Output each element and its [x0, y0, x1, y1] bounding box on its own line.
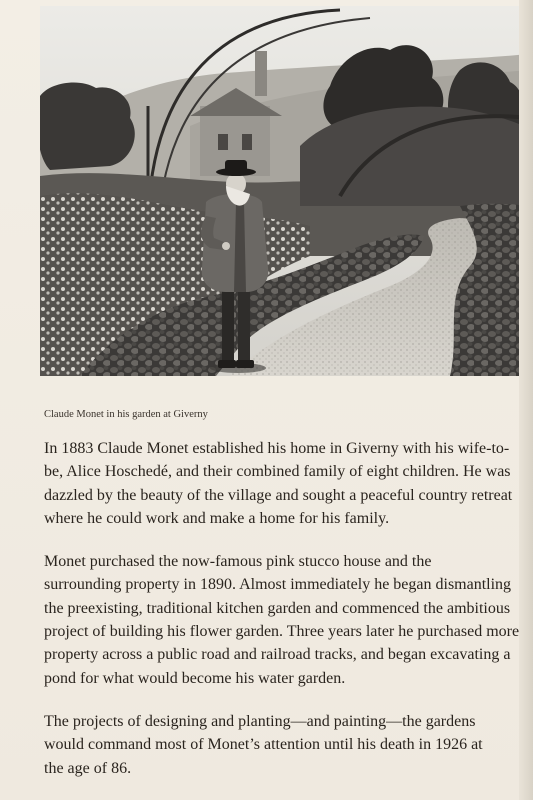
- photo-caption: Claude Monet in his garden at Giverny: [44, 409, 208, 420]
- paragraph-giverny-home: [44, 437, 533, 530]
- text-line: Monet purchased the now-famous pink stucco house and the: [44, 553, 432, 571]
- text-line: dazzled by the beauty of the village and sought a peaceful country retreat: [44, 486, 513, 504]
- text-line: the preexisting, traditional kitchen garden and commenced the ambitious: [44, 599, 511, 617]
- exhibit-text: [44, 437, 533, 800]
- text-line: be, Alice Hoschedé, and their combined family of eight children. He was: [44, 463, 511, 481]
- wall-edge: [519, 0, 533, 800]
- text-line: pond for what would become his water garden.: [44, 669, 346, 687]
- paragraph-gardens-legacy: [44, 710, 533, 780]
- text-line: In 1883 Claude Monet established his home in Giverny with his wife-to-: [44, 440, 510, 457]
- monet-garden-photo: [40, 6, 528, 376]
- text-line: would command most of Monet’s attention until his death in 1926 at: [44, 736, 483, 754]
- text-line: surrounding property in 1890. Almost immediately he began dismantling: [44, 576, 512, 594]
- text-line: The projects of designing and planting—and painting—the gardens: [44, 712, 476, 730]
- text-line: project of building his flower garden. Three years later he purchased more: [44, 623, 520, 641]
- paragraph-property-purchase: [44, 550, 533, 690]
- text-line: the age of 86.: [44, 759, 132, 777]
- text-line: where he could work and make a home for his family.: [44, 509, 390, 527]
- text-line: property across a public road and railroad tracks, and began excavating a: [44, 646, 511, 664]
